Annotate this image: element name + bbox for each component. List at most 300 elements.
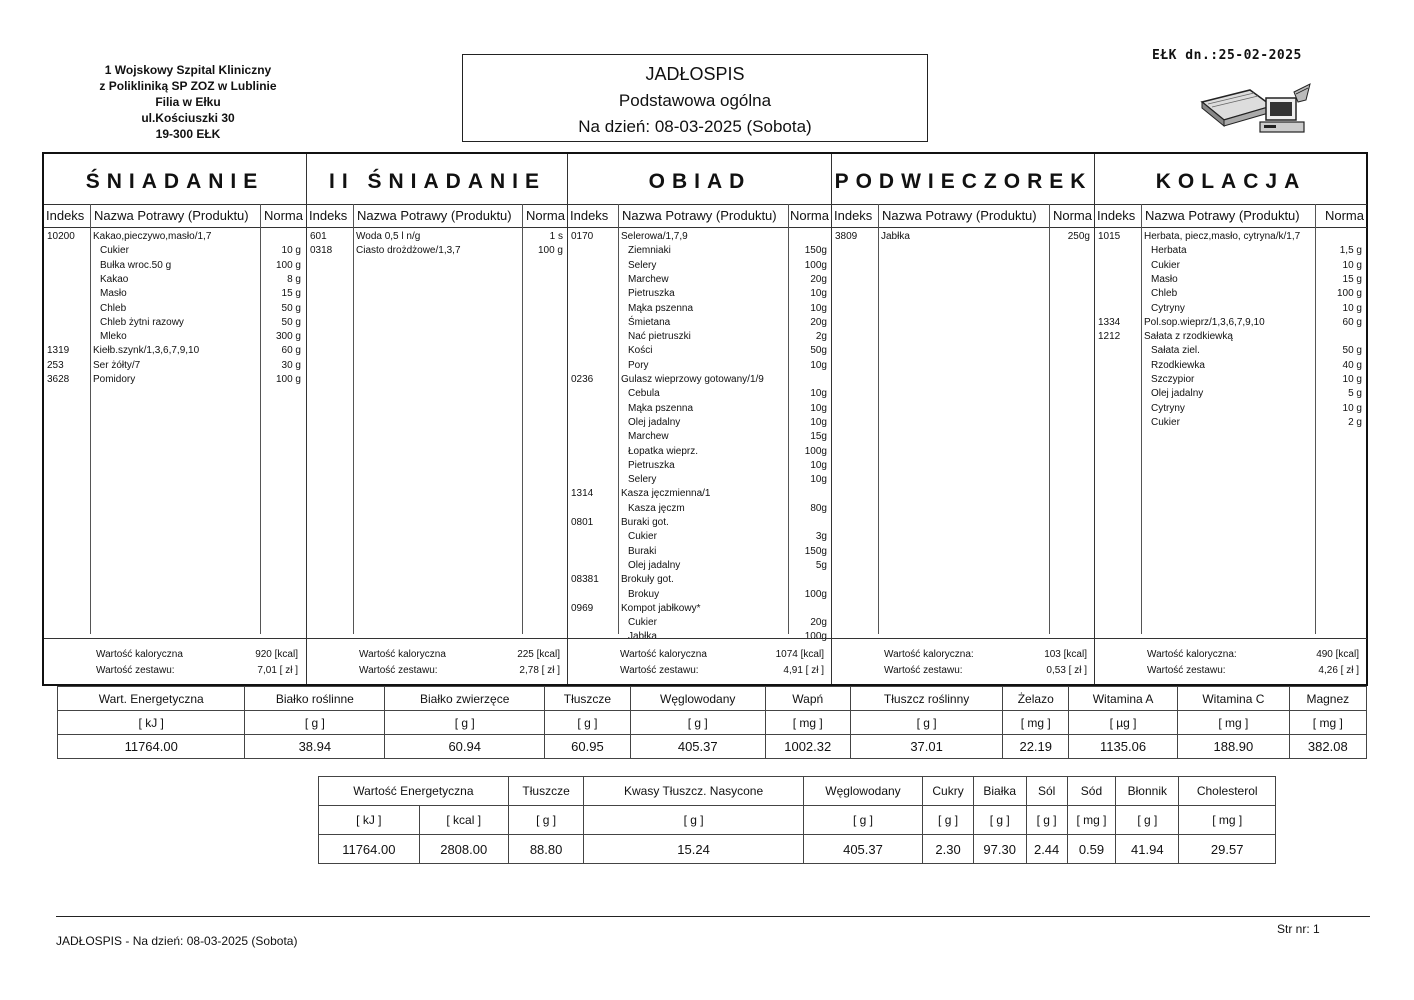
list-item — [44, 316, 306, 330]
nutrient-unit: [ kJ ] — [58, 711, 245, 735]
item-norm: 100g — [804, 445, 827, 457]
item-index: 253 — [47, 359, 64, 371]
list-item — [568, 530, 832, 544]
column-header-name: Nazwa Potrawy (Produktu) — [1145, 208, 1300, 223]
item-name: Kakao,pieczywo,masło/1,7 — [93, 231, 212, 242]
item-norm: 5g — [815, 559, 827, 571]
nutrient-value: 405.37 — [803, 835, 923, 864]
item-index: 10200 — [47, 231, 75, 242]
nutrient-value: 15.24 — [584, 835, 803, 864]
list-item — [1095, 402, 1367, 416]
column-header-index: Indeks — [309, 208, 348, 223]
footer-title: JADŁOSPIS - Na dzień: 08-03-2025 (Sobota) — [56, 934, 298, 948]
item-name: Kasza jęczmienna/1 — [621, 488, 711, 500]
list-item — [1095, 330, 1367, 344]
meal-podwieczorek — [831, 154, 1095, 684]
list-item — [1095, 230, 1367, 244]
nutrition-table-1 — [57, 686, 1367, 759]
item-norm: 1,5 g — [1339, 245, 1362, 257]
list-item — [568, 502, 832, 516]
nutrient-value: 60.94 — [385, 735, 545, 759]
nutrient-name: Węglowodany — [803, 777, 923, 806]
item-norm: 100 g — [275, 374, 301, 385]
item-norm: 40 g — [1342, 359, 1362, 371]
item-name: Herbata, piecz,masło, cytryna/k/1,7 — [1144, 231, 1301, 242]
item-name: Masło — [1151, 273, 1178, 285]
item-norm: 100g — [804, 631, 827, 643]
column-header-norm: Norma — [1052, 208, 1092, 223]
item-name: Marchew — [628, 431, 669, 443]
meal-ii-sniadanie — [306, 154, 568, 684]
item-norm: 20g — [810, 617, 827, 629]
list-item — [568, 445, 832, 459]
list-item — [568, 473, 832, 487]
item-name: Bułka wroc.50 g — [100, 259, 172, 271]
item-name: Mąka pszenna — [628, 302, 694, 314]
nutrient-unit: [ kJ ] — [319, 806, 420, 835]
item-norm: 50g — [810, 345, 827, 357]
cost-label: Wartość zestawu: — [1147, 665, 1226, 676]
nutrient-name: Białka — [973, 777, 1026, 806]
item-name: Kiełb.szynk/1,3,6,7,9,10 — [93, 345, 200, 357]
item-name: Cukier — [628, 531, 657, 543]
item-name: Buraki got. — [621, 517, 669, 528]
nutrient-name: Wart. Energetyczna — [58, 687, 245, 711]
item-name: Jabłka — [628, 631, 657, 643]
list-item — [44, 287, 306, 301]
list-item — [1095, 287, 1367, 301]
meal-title: KOLACJA — [1155, 170, 1307, 193]
item-name: Nać pietruszki — [628, 331, 691, 343]
meal-title: ŚNIADANIE — [85, 170, 265, 193]
list-item — [44, 273, 306, 287]
nutrition-table-2 — [318, 776, 1276, 864]
item-norm: 300 g — [275, 331, 301, 343]
cost-label: Wartość zestawu: — [359, 665, 438, 676]
nutrition-unit-row — [58, 711, 1367, 735]
item-index: 0170 — [571, 231, 594, 242]
item-norm: 10g — [810, 388, 827, 400]
nutrient-name: Tłuszcz roślinny — [850, 687, 1003, 711]
cost-value: 2,78 [ zł ] — [519, 665, 560, 676]
item-name: Kasza jęczm — [628, 502, 685, 514]
item-name: Śmietana — [628, 316, 671, 328]
item-norm: 100 g — [275, 259, 301, 271]
nutrient-unit: [ mg ] — [1179, 806, 1276, 835]
list-item — [568, 230, 832, 244]
diet-name: Podstawowa ogólna — [618, 91, 772, 110]
item-norm: 10 g — [1342, 402, 1362, 414]
column-header-index: Indeks — [834, 208, 873, 223]
nutrient-value: 382.08 — [1289, 735, 1366, 759]
list-item — [568, 545, 832, 559]
item-index: 0318 — [310, 245, 333, 257]
item-norm: 10 g — [1342, 302, 1362, 314]
item-name: Pol.sop.wieprz/1,3,6,7,9,10 — [1144, 316, 1265, 328]
nutrition-header-row — [319, 777, 1276, 806]
list-item — [568, 416, 832, 430]
nutrient-unit: [ g ] — [850, 711, 1003, 735]
meal-totals — [568, 638, 832, 683]
nutrient-value: 0.59 — [1067, 835, 1116, 864]
item-norm: 10g — [810, 402, 827, 414]
cost-value: 0,53 [ zł ] — [1046, 665, 1087, 676]
list-item — [568, 259, 832, 273]
cost-label: Wartość zestawu: — [96, 665, 175, 676]
list-item — [1095, 302, 1367, 316]
nutrient-name: Białko roślinne — [245, 687, 385, 711]
item-name: Buraki — [628, 545, 657, 557]
list-item — [44, 344, 306, 358]
nutrient-unit: [ g ] — [630, 711, 765, 735]
nutrient-unit: [ g ] — [245, 711, 385, 735]
item-norm: 80g — [810, 502, 827, 514]
item-name: Cebula — [628, 388, 660, 400]
item-name: Brokuy — [628, 588, 660, 600]
meal-obiad — [567, 154, 832, 684]
nutrient-value: 29.57 — [1179, 835, 1276, 864]
item-index: 1319 — [47, 345, 70, 357]
column-header-row — [832, 204, 1095, 228]
column-header-index: Indeks — [570, 208, 609, 223]
list-item — [1095, 373, 1367, 387]
nutrient-value: 2808.00 — [419, 835, 508, 864]
meal-kolacja — [1094, 154, 1367, 684]
column-header-row — [44, 204, 306, 228]
footer-divider — [56, 916, 1370, 917]
item-norm: 10g — [810, 459, 827, 471]
item-index: 0801 — [571, 517, 594, 528]
menu-table — [42, 152, 1368, 686]
item-name: Pietruszka — [628, 288, 675, 300]
item-norm: 10g — [810, 302, 827, 314]
nutrient-unit: [ g ] — [508, 806, 584, 835]
list-item — [1095, 344, 1367, 358]
calorie-value: 1074 [kcal] — [775, 649, 824, 660]
item-name: Sałata ziel. — [1151, 345, 1200, 357]
item-name: Cukier — [1151, 416, 1180, 428]
nutrient-name: Kwasy Tłuszcz. Nasycone — [584, 777, 803, 806]
list-item — [307, 230, 568, 244]
nutrient-name: Tłuszcze — [545, 687, 631, 711]
item-name: Woda 0,5 l n/g — [356, 231, 421, 242]
list-item — [44, 244, 306, 258]
list-item — [568, 359, 832, 373]
calorie-label: Wartość kaloryczna — [620, 649, 707, 660]
nutrient-name: Wartość Energetyczna — [319, 777, 509, 806]
item-name: Brokuły got. — [621, 574, 674, 586]
column-divider — [353, 204, 354, 634]
page-title: JADŁOSPIS — [645, 64, 745, 84]
list-item — [568, 287, 832, 301]
item-index: 3809 — [835, 231, 858, 242]
hospital-address — [70, 62, 306, 142]
meal-totals — [832, 638, 1095, 683]
item-index: 3628 — [47, 374, 70, 385]
nutrition-value-row — [58, 735, 1367, 759]
list-item — [1095, 359, 1367, 373]
nutrient-name: Węglowodany — [630, 687, 765, 711]
nutrient-unit: [ g ] — [385, 711, 545, 735]
meal-title: PODWIECZOREK — [834, 170, 1093, 193]
item-index: 1334 — [1098, 316, 1121, 328]
column-header-norm: Norma — [525, 208, 565, 223]
column-header-index: Indeks — [46, 208, 85, 223]
item-name: Szczypior — [1151, 374, 1195, 385]
nutrient-unit: [ g ] — [1116, 806, 1179, 835]
item-norm: 150g — [804, 545, 827, 557]
item-norm: 20g — [810, 273, 827, 285]
nutrient-name: Witamina A — [1069, 687, 1178, 711]
column-divider — [1049, 204, 1050, 634]
nutrient-unit: [ g ] — [584, 806, 803, 835]
list-item — [44, 230, 306, 244]
item-norm: 100 g — [1336, 288, 1362, 300]
item-norm: 100g — [804, 259, 827, 271]
cost-value: 7,01 [ zł ] — [257, 665, 298, 676]
date-stamp: EŁK dn.:25-02-2025 — [1152, 48, 1302, 63]
item-norm: 50 g — [281, 316, 301, 328]
nutrient-name: Tłuszcze — [508, 777, 584, 806]
item-norm: 10g — [810, 416, 827, 428]
item-norm: 20g — [810, 316, 827, 328]
item-name: Pomidory — [93, 374, 136, 385]
item-name: Pory — [628, 359, 649, 371]
item-norm: 250g — [1067, 231, 1090, 242]
item-norm: 100 g — [537, 245, 563, 257]
nutrient-unit: [ kcal ] — [419, 806, 508, 835]
item-norm: 150g — [804, 245, 827, 257]
item-norm: 10g — [810, 474, 827, 486]
item-norm: 10g — [810, 288, 827, 300]
nutrient-unit: [ g ] — [545, 711, 631, 735]
item-index: 0969 — [571, 602, 594, 614]
item-name: Masło — [100, 288, 127, 300]
nutrient-value: 38.94 — [245, 735, 385, 759]
item-name: Chleb — [100, 302, 127, 314]
item-name: Cukier — [100, 245, 129, 257]
item-name: Olej jadalny — [628, 559, 681, 571]
item-name: Olej jadalny — [1151, 388, 1204, 400]
nutrient-name: Sód — [1067, 777, 1116, 806]
item-norm: 2g — [815, 331, 827, 343]
item-index: 601 — [310, 231, 327, 242]
hospital-affiliation: z Polikliniką SP ZOZ w Lublinie — [99, 79, 277, 93]
item-name: Jabłka — [881, 231, 910, 242]
nutrient-value: 1002.32 — [765, 735, 850, 759]
nutrient-unit: [ mg ] — [1003, 711, 1069, 735]
nutrient-value: 37.01 — [850, 735, 1003, 759]
item-index: 1314 — [571, 488, 594, 500]
item-name: Mąka pszenna — [628, 402, 694, 414]
nutrient-value: 188.90 — [1178, 735, 1289, 759]
calorie-value: 920 [kcal] — [255, 649, 298, 660]
item-name: Selery — [628, 259, 657, 271]
nutrient-value: 405.37 — [630, 735, 765, 759]
list-item — [568, 344, 832, 358]
item-index: 08381 — [571, 574, 599, 586]
list-item — [568, 430, 832, 444]
item-name: Selery — [628, 474, 657, 486]
list-item — [568, 459, 832, 473]
book-computer-icon — [1198, 80, 1316, 138]
nutrient-name: Błonnik — [1116, 777, 1179, 806]
item-name: Kompot jabłkowy* — [621, 602, 701, 614]
item-name: Kości — [628, 345, 653, 357]
list-item — [568, 373, 832, 387]
item-name: Mleko — [100, 331, 127, 343]
item-index: 1015 — [1098, 231, 1121, 242]
nutrient-unit: [ g ] — [973, 806, 1026, 835]
list-item — [44, 373, 306, 387]
nutrient-unit: [ mg ] — [1178, 711, 1289, 735]
item-name: Ser żółty/7 — [93, 359, 141, 371]
list-item — [568, 402, 832, 416]
nutrient-value: 41.94 — [1116, 835, 1179, 864]
nutrient-name: Białko zwierzęce — [385, 687, 545, 711]
item-norm: 10 g — [1342, 259, 1362, 271]
hospital-name: 1 Wojskowy Szpital Kliniczny — [104, 63, 272, 77]
calorie-value: 490 [kcal] — [1316, 649, 1359, 660]
nutrient-name: Sól — [1026, 777, 1067, 806]
item-norm: 15 g — [281, 288, 301, 300]
item-name: Chleb żytni razowy — [100, 316, 184, 328]
list-item — [568, 244, 832, 258]
list-item — [568, 273, 832, 287]
cost-label: Wartość zestawu: — [884, 665, 963, 676]
nutrient-value: 2.30 — [923, 835, 974, 864]
item-norm: 50 g — [1342, 345, 1362, 357]
nutrient-unit: [ µg ] — [1069, 711, 1178, 735]
calorie-label: Wartość kaloryczna: — [1147, 649, 1237, 660]
nutrient-value: 11764.00 — [58, 735, 245, 759]
item-name: Pietruszka — [628, 459, 675, 471]
column-header-name: Nazwa Potrawy (Produktu) — [94, 208, 249, 223]
title-box — [462, 54, 928, 142]
list-item — [568, 316, 832, 330]
item-norm: 60 g — [1342, 316, 1362, 328]
item-norm: 15g — [810, 431, 827, 443]
item-norm: 10 g — [1342, 374, 1362, 385]
calorie-value: 103 [kcal] — [1044, 649, 1087, 660]
hospital-branch: Filia w Ełku — [155, 95, 221, 109]
item-norm: 15 g — [1342, 273, 1362, 285]
item-index: 1212 — [1098, 331, 1121, 343]
item-norm: 10 g — [281, 245, 301, 257]
column-header-row — [307, 204, 568, 228]
item-name: Herbata — [1151, 245, 1187, 257]
item-name: Łopatka wieprz. — [628, 445, 699, 457]
nutrient-name: Magnez — [1289, 687, 1366, 711]
list-item — [568, 387, 832, 401]
meal-title: II ŚNIADANIE — [328, 170, 546, 193]
nutrient-name: Cholesterol — [1179, 777, 1276, 806]
meal-totals — [1095, 638, 1367, 683]
nutrient-name: Wapń — [765, 687, 850, 711]
item-name: Chleb — [1151, 288, 1178, 300]
meal-totals — [307, 638, 568, 683]
item-name: Rzodkiewka — [1151, 359, 1205, 371]
list-item — [1095, 244, 1367, 258]
cost-value: 4,91 [ zł ] — [783, 665, 824, 676]
item-norm: 2 g — [1348, 416, 1362, 428]
list-item — [44, 330, 306, 344]
calorie-label: Wartość kaloryczna — [96, 649, 183, 660]
nutrient-name: Cukry — [923, 777, 974, 806]
column-header-name: Nazwa Potrawy (Produktu) — [882, 208, 1037, 223]
list-item — [1095, 316, 1367, 330]
item-name: Marchew — [628, 273, 669, 285]
nutrition-value-row — [319, 835, 1276, 864]
list-item — [1095, 273, 1367, 287]
page-number: Str nr: 1 — [1277, 922, 1320, 936]
list-item — [832, 230, 1095, 244]
nutrition-unit-row — [319, 806, 1276, 835]
list-item — [1095, 387, 1367, 401]
list-item — [1095, 259, 1367, 273]
hospital-city: 19-300 EŁK — [155, 127, 221, 141]
list-item — [568, 516, 832, 530]
list-item — [1095, 416, 1367, 430]
list-item — [44, 359, 306, 373]
nutrient-unit: [ mg ] — [1067, 806, 1116, 835]
item-name: Gulasz wieprzowy gotowany/1/9 — [621, 374, 764, 385]
item-norm: 10g — [810, 359, 827, 371]
nutrient-unit: [ mg ] — [765, 711, 850, 735]
nutrient-value: 1135.06 — [1069, 735, 1178, 759]
nutrient-name: Witamina C — [1178, 687, 1289, 711]
item-name: Cytryny — [1151, 302, 1185, 314]
item-norm: 100g — [804, 588, 827, 600]
item-name: Ciasto drożdżowe/1,3,7 — [356, 245, 461, 257]
list-item — [307, 244, 568, 258]
item-norm: 60 g — [281, 345, 301, 357]
column-header-norm: Norma — [263, 208, 303, 223]
item-name: Ziemniaki — [628, 245, 671, 257]
nutrient-value: 22.19 — [1003, 735, 1069, 759]
list-item — [568, 602, 832, 616]
cost-value: 4,26 [ zł ] — [1318, 665, 1359, 676]
column-divider — [878, 204, 879, 634]
calorie-value: 225 [kcal] — [517, 649, 560, 660]
item-norm: 30 g — [281, 359, 301, 371]
item-name: Selerowa/1,7,9 — [621, 231, 688, 242]
column-header-norm: Norma — [789, 208, 829, 223]
list-item — [568, 573, 832, 587]
nutrient-unit: [ mg ] — [1289, 711, 1366, 735]
nutrient-unit: [ g ] — [923, 806, 974, 835]
column-header-name: Nazwa Potrawy (Produktu) — [357, 208, 512, 223]
column-header-name: Nazwa Potrawy (Produktu) — [622, 208, 777, 223]
column-header-row — [1095, 204, 1367, 228]
item-norm: 3g — [815, 531, 827, 543]
nutrition-header-row — [58, 687, 1367, 711]
meal-sniadanie — [44, 154, 306, 684]
item-name: Olej jadalny — [628, 416, 681, 428]
item-norm: 5 g — [1348, 388, 1362, 400]
nutrient-name: Żelazo — [1003, 687, 1069, 711]
nutrient-value: 97.30 — [973, 835, 1026, 864]
meal-totals — [44, 638, 306, 683]
column-header-index: Indeks — [1097, 208, 1136, 223]
nutrient-unit: [ g ] — [1026, 806, 1067, 835]
column-divider — [522, 204, 523, 634]
nutrient-value: 60.95 — [545, 735, 631, 759]
meal-title: OBIAD — [648, 170, 752, 193]
item-norm: 50 g — [281, 302, 301, 314]
calorie-label: Wartość kaloryczna — [359, 649, 446, 660]
item-index: 0236 — [571, 374, 594, 385]
